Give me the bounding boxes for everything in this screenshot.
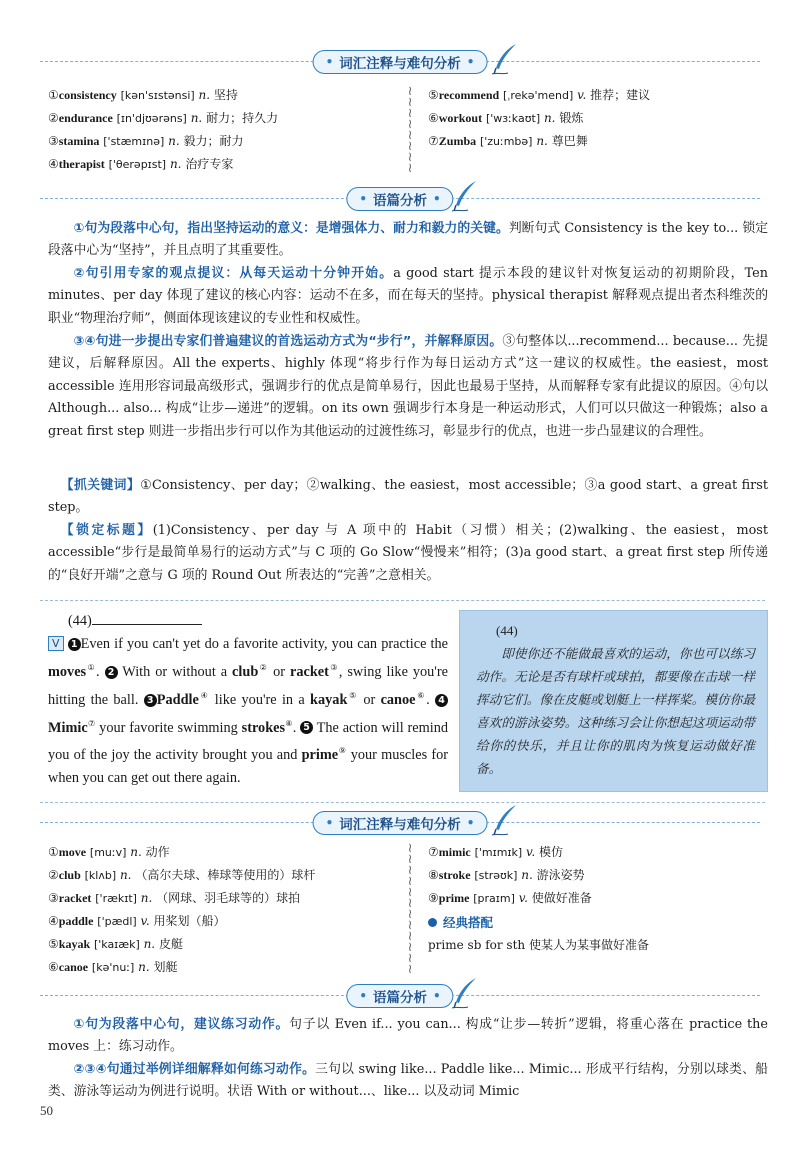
vocab-list-1 xyxy=(48,84,768,174)
vocab-item: ⑦Zumba ['zuːmbə] n. 尊巴舞 xyxy=(428,134,588,148)
phrase-heading: 经典搭配 xyxy=(428,912,768,934)
translation-number: (44) xyxy=(496,623,518,638)
vocab-banner-2 xyxy=(0,809,800,837)
quill-icon xyxy=(490,42,520,76)
bullet-icon xyxy=(428,918,437,927)
dot-icon: • xyxy=(359,192,367,206)
quill-icon xyxy=(450,976,480,1010)
dot-icon: • xyxy=(359,989,367,1003)
analysis-paragraph-4: ①句为段落中心句，建议练习动作。句子以 Even if... you can... 构成“让步—转折”逻辑，将重心落在 practice the moves 上：练习动作。 xyxy=(48,1017,768,1055)
vocab-banner-1 xyxy=(0,48,800,76)
dot-icon: • xyxy=(325,55,334,69)
analysis-paragraph-1: ①句为段落中心句，指出坚持运动的意义：是增强体力、耐力和毅力的关键。判断句式 Consistency is the key to... 锁定段落中心为“坚持”，并且点明了其重要性。 xyxy=(48,221,768,259)
section-divider xyxy=(40,802,765,803)
vocab-item: ⑨prime [praɪm] v. 使做好准备 xyxy=(428,891,592,905)
analysis-banner-2 xyxy=(0,982,800,1010)
translation-box xyxy=(459,610,768,792)
sentence-number: 2 xyxy=(105,666,118,679)
vocab-item: ⑥workout ['wɜːkaʊt] n. 锻炼 xyxy=(428,111,584,125)
sentence-number: 5 xyxy=(300,721,313,734)
vocab-item: ②club [klʌb] n. （高尔夫球、棒球等使用的）球杆 xyxy=(48,868,316,882)
analysis-paragraph-3: ③④句进一步提出专家们普遍建议的首选运动方式为“步行”，并解释原因。③句整体以...recommend... because... 先提建议，后解释原因。All the experts、highly 体现“将步行作为每日运动方式”这一建议的权威性。the easiest，most accessible 连用形容词最高级形式，强调步行的优点是简单易行，因此也最易于坚持，从而解释专家有此提议的原因。④句以 Although... also... 构成“让步—递进”的逻辑。on its own 强调步行本身是一种运动形式，人们可以只做这一种锻炼；also a great first step 则进一步指出步行可以作为其他运动的过渡性练习，彰显步行的优点，也进一步凸显建议的合理性。 xyxy=(48,334,768,439)
banner-pill xyxy=(346,187,453,211)
dot-icon: • xyxy=(325,816,334,830)
vocab-list-2 xyxy=(48,841,768,975)
banner-title: 语篇分析 xyxy=(373,990,427,1006)
banner-pill xyxy=(313,50,488,74)
dot-icon: • xyxy=(466,55,475,69)
vocab-column-left xyxy=(48,84,398,176)
analysis-banner-1 xyxy=(0,185,800,213)
vocab-column-left xyxy=(48,841,398,979)
banner-title: 语篇分析 xyxy=(373,193,427,209)
vocab-item: ①consistency [kən'sɪstənsi] n. 坚持 xyxy=(48,88,238,102)
keywords-paragraph: 【抓关键词】①Consistency、per day；②walking、the easiest，most accessible；③a good start、a great first step。 xyxy=(48,478,769,516)
analysis-paragraph-2: ②句引用专家的观点提议：从每天运动十分钟开始。a good start 提示本段的建议针对恢复运动的初期阶段，Ten minutes、per day 体现了建议的核心内容：运动不在多，而在每天的坚持。physical therapist 解释观点提出者杰科维茨的职业“物理治疗师”，侧面体现该建议的专业性和权威性。 xyxy=(48,266,768,326)
answer-blank[interactable] xyxy=(92,611,202,625)
dot-icon: • xyxy=(466,816,475,830)
banner-pill xyxy=(346,984,453,1008)
dot-icon: • xyxy=(433,192,441,206)
vocab-item: ③stamina ['stæmɪnə] n. 毅力；耐力 xyxy=(48,134,244,148)
title-lock-paragraph: 【锁定标题】(1)Consistency、per day 与 A 项中的 Habit（习惯）相关；(2)walking、the easiest，most accessible“步行是最简单易行的运动方式”与 C 项的 Go Slow“慢慢来”相符；(3)a good start、a great first step 所传递的“良好开端”之意与 G 项的 Round Out 所表达的“完善”之意相关。 xyxy=(48,523,769,583)
page-number: 50 xyxy=(40,1103,53,1118)
translation-text: 即使你还不能做最喜欢的运动，你也可以练习动作。无论是否有球杆或球拍，都要像在击球一样挥动它们。像在皮艇或划艇上一样挥桨。模仿你最喜欢的游泳姿势。这种练习会让你想起这项运动带给你的快乐，并且让你的肌肉为恢复运动做好准备。 xyxy=(476,646,755,776)
wavy-divider: ≀ ≀ ≀ ≀ ≀ ≀ ≀ ≀ ≀ ≀ ≀ ≀ xyxy=(407,841,413,977)
passage-text: V 1 Even if you can't yet do a favorite activity, you can practice the moves①. 2 With or without a club② or racket③, swing like you're hitting the ball. 3 Paddle④ like you're in a kayak⑤ or canoe⑥. 4 Mimic⑦ your favorite swimming strokes⑧. 5 The action will remind you of the joy the activity brought you and prime⑨ your muscles for when you can get out there again. xyxy=(48,636,449,787)
phrase-example: prime sb for sth 使某人为某事做好准备 xyxy=(428,938,649,952)
vocab-item: ⑥canoe [kə'nuː] n. 划艇 xyxy=(48,960,178,974)
vocab-item: ⑧stroke [strəʊk] n. 游泳姿势 xyxy=(428,868,585,882)
question-number-line: (44) xyxy=(48,610,448,633)
sentence-number: 3 xyxy=(144,694,157,707)
vocab-item: ⑤kayak ['kaɪæk] n. 皮艇 xyxy=(48,937,183,951)
quill-icon xyxy=(450,179,480,213)
v-marker: V xyxy=(48,636,64,651)
vocab-item: ①move [muːv] n. 动作 xyxy=(48,845,170,859)
vocab-item: ④paddle ['pædl] v. 用桨划（船） xyxy=(48,914,226,928)
banner-pill xyxy=(313,811,488,835)
vocab-item: ⑤recommend [ˌrekə'mend] v. 推荐；建议 xyxy=(428,88,651,102)
vocab-item: ⑦mimic ['mɪmɪk] v. 模仿 xyxy=(428,845,564,859)
quill-icon xyxy=(490,803,520,837)
vocab-item: ④therapist ['θerəpɪst] n. 治疗专家 xyxy=(48,157,234,171)
wavy-divider: ≀ ≀ ≀ ≀ ≀ ≀ ≀ ≀ xyxy=(407,84,413,176)
vocab-column-right xyxy=(428,841,768,956)
banner-title: 词汇注释与难句分析 xyxy=(339,817,461,833)
vocab-item: ②endurance [ɪn'djʊərəns] n. 耐力；持久力 xyxy=(48,111,279,125)
sentence-number: 4 xyxy=(435,694,448,707)
vocab-item: ③racket ['rækɪt] n. （网球、羽毛球等的）球拍 xyxy=(48,891,301,905)
vocab-column-right xyxy=(428,84,768,153)
passage-44 xyxy=(48,610,448,790)
banner-title: 词汇注释与难句分析 xyxy=(339,56,461,72)
analysis-paragraph-5: ②③④句通过举例详细解释如何练习动作。三句以 swing like... Paddle like... Mimic... 形成平行结构，分别以球类、船类、游泳等运动为例进行说明。状语 With or without...、like... 以及动词 Mimic xyxy=(48,1062,768,1100)
dot-icon: • xyxy=(433,989,441,1003)
sentence-number: 1 xyxy=(68,638,81,651)
section-divider xyxy=(40,600,765,601)
